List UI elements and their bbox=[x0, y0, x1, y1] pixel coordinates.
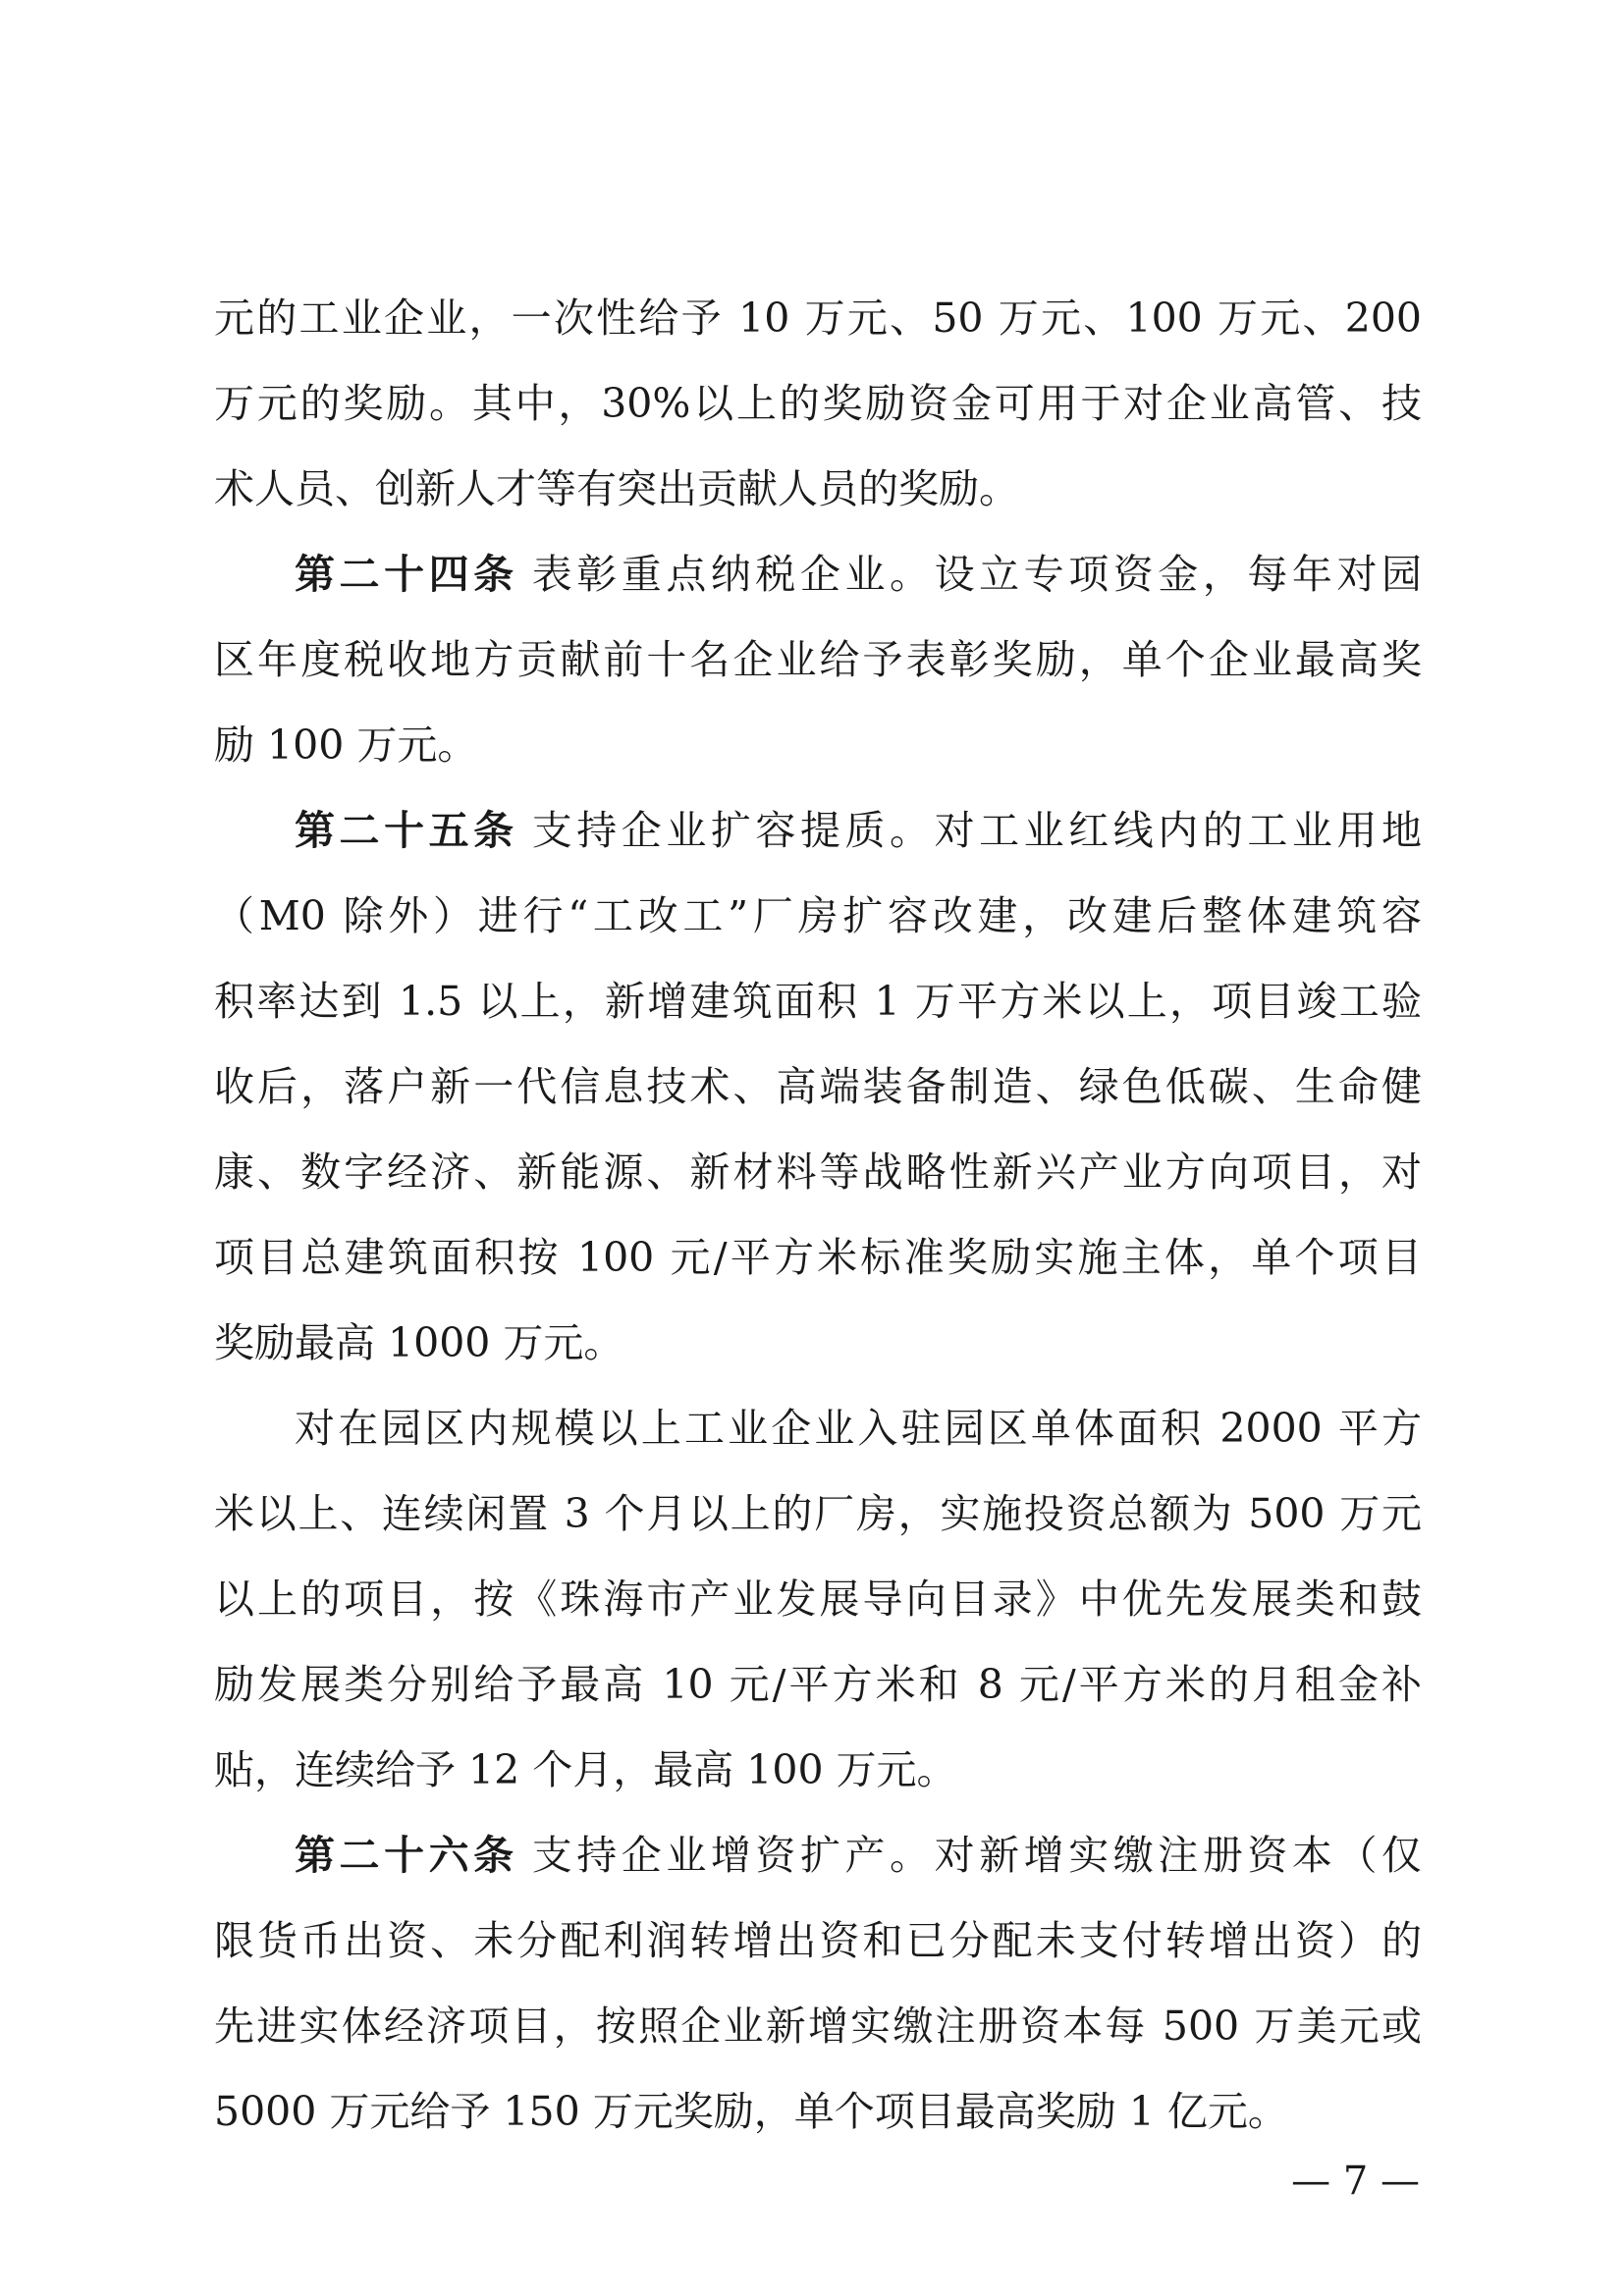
text-line: 限货币出资、未分配利润转增出资和已分配未支付转增出资）的 bbox=[214, 1917, 1422, 1964]
text-line: 积率达到 1.5 以上，新增建筑面积 1 万平方米以上，项目竣工验 bbox=[214, 978, 1422, 1025]
article-24-first-line bbox=[214, 553, 1422, 596]
paragraph-first-line: 对在园区内规模以上工业企业入驻园区单体面积 2000 平方 bbox=[295, 1405, 1422, 1452]
text-line: 术人员、创新人才等有突出贡献人员的奖励。 bbox=[214, 465, 1019, 512]
text-line: 收后，落户新一代信息技术、高端装备制造、绿色低碳、生命健 bbox=[214, 1063, 1422, 1110]
text-line: 贴，连续给予 12 个月，最高 100 万元。 bbox=[214, 1746, 957, 1793]
text-line: 5000 万元给予 150 万元奖励，单个项目最高奖励 1 亿元。 bbox=[214, 2088, 1288, 2135]
article-25-heading: 第二十五条 bbox=[295, 807, 518, 854]
article-25-text: 支持企业扩容提质。对工业红线内的工业用地 bbox=[531, 807, 1423, 854]
article-26-first-line bbox=[214, 1834, 1422, 1877]
text-line: 励 100 万元。 bbox=[214, 721, 478, 769]
text-line: （M0 除外）进行“工改工”厂房扩容改建，改建后整体建筑容 bbox=[214, 892, 1422, 939]
text-line: 康、数字经济、新能源、新材料等战略性新兴产业方向项目，对 bbox=[214, 1148, 1422, 1196]
text-line: 万元的奖励。其中，30%以上的奖励资金可用于对企业高管、技 bbox=[214, 380, 1422, 427]
article-25-first-line bbox=[214, 809, 1422, 852]
text-line: 项目总建筑面积按 100 元/平方米标准奖励实施主体，单个项目 bbox=[214, 1234, 1422, 1281]
text-line: 以上的项目，按《珠海市产业发展导向目录》中优先发展类和鼓 bbox=[214, 1575, 1422, 1623]
text-line: 区年度税收地方贡献前十名企业给予表彰奖励，单个企业最高奖 bbox=[214, 636, 1422, 683]
article-24-text: 表彰重点纳税企业。设立专项资金，每年对园 bbox=[531, 551, 1423, 598]
text-line: 励发展类分别给予最高 10 元/平方米和 8 元/平方米的月租金补 bbox=[214, 1661, 1422, 1708]
text-line: 奖励最高 1000 万元。 bbox=[214, 1319, 624, 1366]
text-line: 米以上、连续闲置 3 个月以上的厂房，实施投资总额为 500 万元 bbox=[214, 1490, 1422, 1537]
article-24-heading: 第二十四条 bbox=[295, 551, 518, 598]
page-number: — 7 — bbox=[1291, 2159, 1420, 2204]
text-line: 先进实体经济项目，按照企业新增实缴注册资本每 500 万美元或 bbox=[214, 2002, 1422, 2050]
document-body bbox=[214, 296, 1422, 2175]
text-line: 元的工业企业，一次性给予 10 万元、50 万元、100 万元、200 bbox=[214, 294, 1422, 342]
article-26-heading: 第二十六条 bbox=[295, 1832, 518, 1879]
article-26-text: 支持企业增资扩产。对新增实缴注册资本（仅 bbox=[531, 1832, 1423, 1879]
